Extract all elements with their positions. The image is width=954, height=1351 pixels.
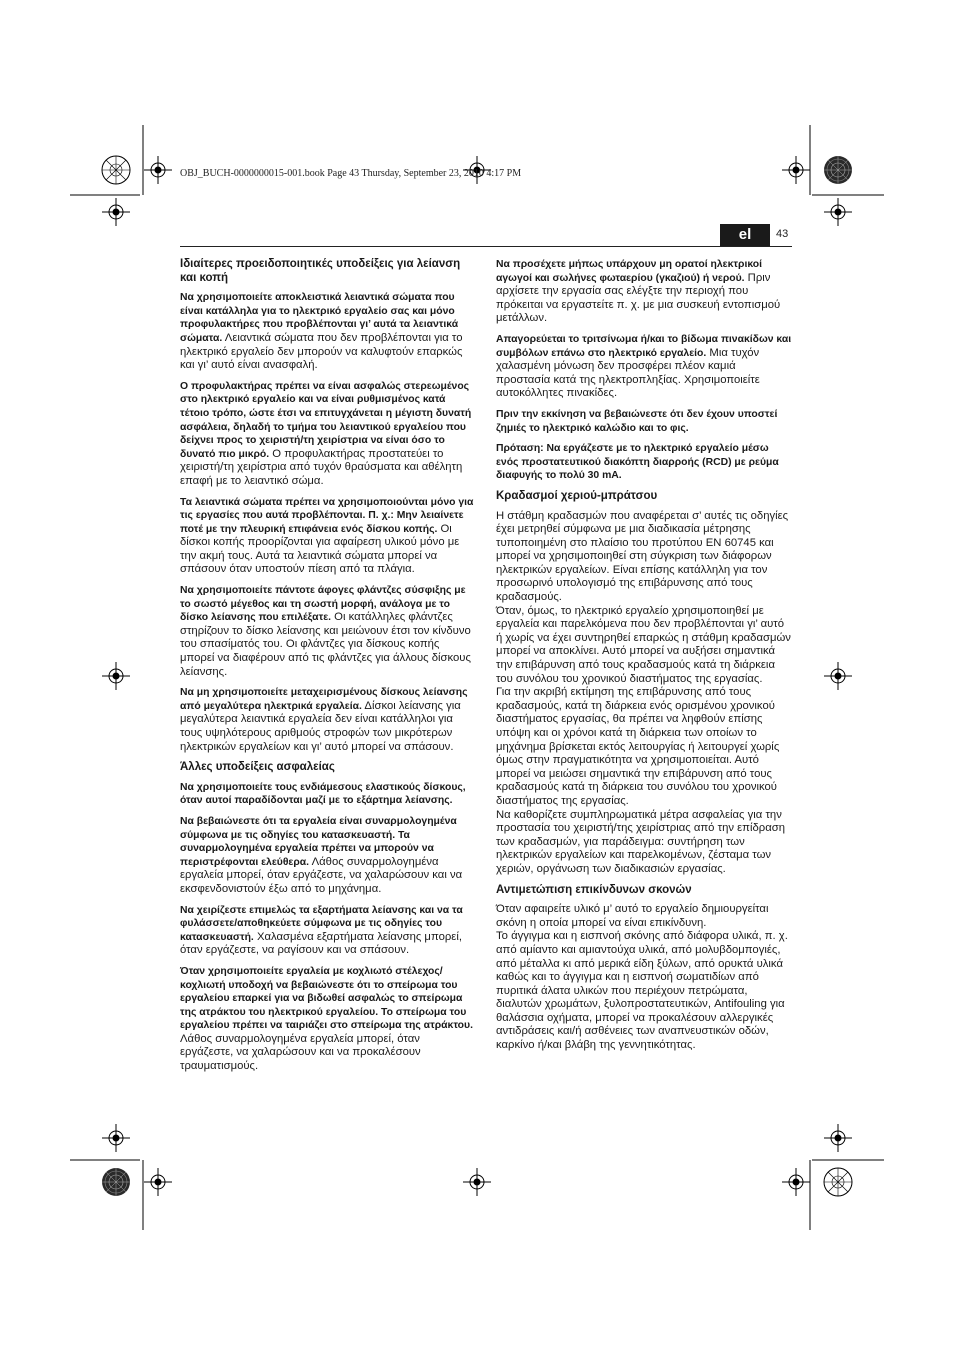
language-badge: el [720, 224, 770, 246]
paragraph: Να χρησιμοποιείτε τους ενδιάμεσους ελαστικούς δίσκους, όταν αυτοί παραδίδονται μαζί με το εξάρτημα λείανσης. [180, 781, 466, 807]
paragraph: Το άγγιγμα και η εισπνοή σκόνης από διάφορα υλικά, π. χ. από αμίαντο και αμιαντούχα υλικά, από μολυβδομπογιές, από μέταλλα κι από μερικά είδη ξύλων, από ορυκτά υλικά καθώς και το άγγιγμα και η εισπνοή σωματιδίων από πυριτικά άλατα υλικών που περιέχουν πετρώματα, διαλυτών χρωμάτων, ξυλοπροστατευτικών, Antifouling για θαλάσσια οχήματα, μπορεί να προκαλέσουν αλλεργικές αντιδράσεις και/ή ασθένειες των αναπνευστικών οδών, καρκίνο ή/και βλάβη της γεννητικότητας. [496, 930, 788, 1052]
paragraph: Όταν αφαιρείτε υλικό μ’ αυτό το εργαλείο δημιουργείται σκόνη η οποία μπορεί να είναι επικίνδυνη. [496, 903, 769, 929]
right-column [496, 258, 792, 1060]
page-number: 43 [776, 228, 789, 240]
paragraph: Να βεβαιώνεστε ότι τα εργαλεία είναι συναρμολογημένα σύμφωνα με τις οδηγίες του κατασκευαστή. Τα συναρμολογημένα εργαλεία πρέπει να μπορούν να περιστρέφονται ελεύθερα. Λάθος συναρμολογημένα εργαλεία μπορεί, όταν εργάζεστε, να χαλαρώσουν και να εκσφενδονιστούν έξω από το μηχάνημα. [180, 815, 463, 895]
paragraph: Να καθορίζετε συμπληρωματικά μέτρα ασφαλείας για την προστασία του χειριστή/της χειρίστριας από την επίδραση των κραδασμών, για παράδειγμα: συντήρηση των ηλεκτρικών εργαλείων και παρελκομένων, ζέσταμα των χεριών, οργάνωση των διαδικασιών εργασίας. [496, 808, 785, 875]
section-heading-vibration: Κραδασμοί χεριού-μπράτσου [496, 489, 658, 502]
header-rule [180, 246, 792, 247]
section-heading-dust: Αντιμετώπιση επικίνδυνων σκονών [496, 883, 692, 896]
book-info-line: OBJ_BUCH-0000000015-001.book Page 43 Thursday, September 23, 2010 4:17 PM [180, 168, 522, 179]
paragraph: Τα λειαντικά σώματα πρέπει να χρησιμοποιούνται μόνο για τις εργασίες που αυτά προβλέπονται. Π. χ.: Μην λειαίνετε ποτέ με την πλευρική επιφάνεια ενός δίσκου κοπής. Οι δίσκοι κοπής προορίζονται για αφαίρεση υλικού μόνο με την ακμή τους. Αυτά τα λειαντικά σώματα μπορεί να σπάσουν όταν υποστούν πίεση από τα πλάγια. [180, 496, 474, 576]
paragraph: Να προσέχετε μήπως υπάρχουν μη ορατοί ηλεκτρικοί αγωγοί και σωλήνες φωταερίου (γκαζιού) ή νερού. Πριν αρχίσετε την εργασία σας ελέγξτε την περιοχή που πρόκειται να εργαστείτε π. χ. με μια συσκευή εντοπισμού μετάλλων. [496, 259, 781, 325]
paragraph: Πριν την εκκίνηση να βεβαιώνεστε ότι δεν έχουν υποστεί ζημιές το ηλεκτρικό καλώδιο και το φις. [496, 408, 778, 434]
paragraph: Να χρησιμοποιείτε αποκλειστικά λειαντικά σώματα που είναι κατάλληλα για το ηλεκτρικό εργαλείο σας και μόνο προφυλακτήρες που προβλέπονται γι’ αυτά τα λειαντικά σώματα. Λειαντικά σώματα που δεν προβλέπονται για το ηλεκτρικό εργαλείο δεν μπορούν να καλυφτούν επαρκώς και γι’ αυτό είναι ανασφαλή. [180, 292, 463, 372]
left-column [180, 258, 476, 1081]
paragraph: Η στάθμη κραδασμών που αναφέρεται σ’ αυτές τις οδηγίες έχει μετρηθεί σύμφωνα με μια διαδικασία μέτρησης τυποποιημένη στο πλαίσιο του προτύπου EN 60745 και μπορεί να χρησιμοποιηθεί στη σύγκριση των διάφορων ηλεκτρικών εργαλείων. Είναι επίσης κατάλληλη για τον προσωρινό υπολογισμό της επιβάρυνσης από τους κραδασμούς. [496, 509, 789, 604]
paragraph: Όταν χρησιμοποιείτε εργαλεία με κοχλιωτό στέλεχος/κοχλιωτή υποδοχή να βεβαιώνεστε ότι το σπείρωμα του εργαλείου επαρκεί για να βιδωθεί ασφαλώς το σπείρωμα της ατράκτου του ηλεκτρικού εργαλείου. Το σπείρωμα του εργαλείου πρέπει να ταιριάζει στο σπείρωμα της ατράκτου. Λάθος συναρμολογημένα εργαλεία μπορεί, όταν εργάζεστε, να χαλαρώσουν και να προκαλέσουν τραυματισμούς. [180, 965, 473, 1073]
section-heading-grinding: Ιδιαίτερες προειδοποιητικές υποδείξεις για λείανση και κοπή [180, 258, 461, 284]
paragraph: Ο προφυλακτήρας πρέπει να είναι ασφαλώς στερεωμένος στο ηλεκτρικό εργαλείο και να είναι ρυθμισμένος κατά τέτοιο τρόπο, ώστε έτσι να επιτυγχάνεται η μέγιστη δυνατή ασφάλεια, δηλαδή το τμήμα του λειαντικού εργαλείου που δείχνει προς το χειριστή/τη χειρίστρια να είναι όσο το δυνατό πιο μικρό. Ο προφυλακτήρας προστατεύει το χειριστή/τη χειρίστρια από τυχόν θραύσματα και αθέλητη επαφή με το λειαντικό σώμα. [180, 380, 472, 487]
paragraph: Να μη χρησιμοποιείτε μεταχειρισμένους δίσκους λείανσης από μεγαλύτερα ηλεκτρικά εργαλεία. Δίσκοι λείανσης για μεγαλύτερα λειαντικά εργαλεία δεν είναι κατάλληλοι για τους υψηλότερους αριθμούς στροφών των μικρότερων ηλεκτρικών εργαλείων και γι’ αυτό μπορεί να σπάσουν. [180, 687, 468, 753]
paragraph: Να χρησιμοποιείτε πάντοτε άφογες φλάντζες σύσφιξης με το σωστό μέγεθος και τη σωστή μορφή, ανάλογα με το δίσκο λείανσης που επιλέξατε. Οι κατάλληλες φλάντζες στηρίζουν το δίσκο λείανσης και μειώνουν έτσι τον κίνδυνο του σπασίματός του. Οι φλάντζες για δίσκους κοπής μπορεί να διαφέρουν από τις φλάντζες για άλλους δίσκους λείανσης. [180, 585, 471, 678]
paragraph: Απαγορεύεται το τριτσίνωμα ή/και το βίδωμα πινακίδων και συμβόλων επάνω στο ηλεκτρικό εργαλείο. Μια τυχόν χαλασμένη μόνωση δεν προσφέρει πλέον καμιά προστασία κατά της ηλεκτροπληξίας. Χρησιμοποιείτε αυτοκόλλητες πινακίδες. [496, 333, 792, 400]
paragraph: Να χειρίζεστε επιμελώς τα εξαρτήματα λείανσης και να τα φυλάσσετε/αποθηκεύετε σύμφωνα με τις οδηγίες του κατασκευαστή. Χαλασμένα εξαρτήματα λείανσης μπορεί, όταν εργάζεστε, να ραγίσουν και να σπάσουν. [180, 904, 463, 957]
paragraph: Όταν, όμως, το ηλεκτρικό εργαλείο χρησιμοποιηθεί με εργαλεία και παρελκόμενα που δεν προβλέπονται γι’ αυτό ή χωρίς να έχει συντηρηθεί επαρκώς η στάθμη κραδασμών μπορεί να αποκλίνει. Αυτό μπορεί να αυξήσει σημαντικά την επιβάρυνση από τους κραδασμούς κατά τη διάρκεια του συνόλου του χρονικού διαστήματος της εργασίας. [496, 604, 791, 685]
paragraph: Για την ακριβή εκτίμηση της επιβάρυνσης από τους κραδασμούς, κατά τη διάρκεια ενός ορισμένου χρονικού διαστήματος εργασίας, θα πρέπει να ληφθούν επίσης υπόψη και οι χρόνοι κατά τη διάρκεια των οποίων το μηχάνημα βρίσκεται εκτός λειτουργίας ή λειτουργεί χωρίς όμως στην πραγματικότητα να χρησιμοποιείται. Αυτό μπορεί να μειώσει σημαντικά την επιβάρυνση από τους κραδασμούς κατά τη διάρκεια του συνόλου του χρονικού διαστήματος της εργασίας. [496, 686, 780, 807]
paragraph: Πρόταση: Να εργάζεστε με το ηλεκτρικό εργαλείο μέσω ενός προστατευτικού διακόπτη διαρροής (RCD) με ρεύμα διαφυγής το πολύ 30 mA. [496, 443, 779, 482]
section-heading-other-safety: Άλλες υποδείξεις ασφαλείας [180, 761, 335, 774]
